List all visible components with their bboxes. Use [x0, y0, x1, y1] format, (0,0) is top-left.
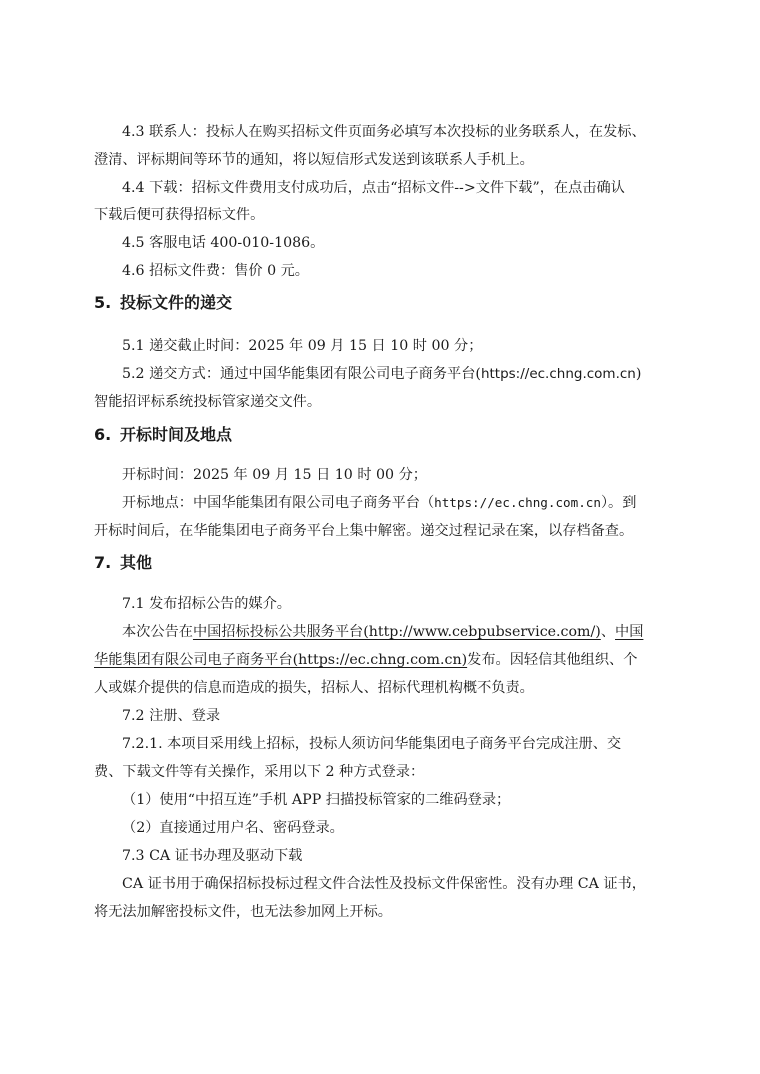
- para-4-4-line2: 下载后便可获得招标文件。: [94, 207, 265, 223]
- para-7-2-1-line1: 7.2.1. 本项目采用线上招标，投标人须访问华能集团电子商务平台完成注册、交: [122, 736, 622, 752]
- para-5-2-url: https://ec.chng.com.cn: [480, 366, 636, 382]
- para-6-place-line1: [122, 493, 702, 513]
- section-5-number: 5.: [94, 293, 112, 312]
- section-6-title: 开标时间及地点: [120, 425, 233, 444]
- para-5-2-line1: [122, 364, 702, 384]
- section-7-title: 其他: [120, 553, 153, 572]
- para-ca-line2: 将无法加解密投标文件，也无法参加网上开标。: [94, 904, 392, 920]
- para-7-3: 7.3 CA 证书办理及驱动下载: [122, 848, 303, 864]
- para-7-media-line1: [122, 622, 702, 642]
- para-7-2-1-line2: 费、下载文件等有关操作，采用以下 2 种方式登录：: [94, 764, 425, 780]
- para-7-media-prefix: 本次公告在: [122, 624, 193, 640]
- para-6-place-line2: 开标时间后，在华能集团电子商务平台上集中解密。递交过程记录在案，以存档备查。: [94, 523, 634, 539]
- para-4-5: 4.5 客服电话 400-010-1086。: [122, 235, 325, 251]
- para-6-place-url: https://ec.chng.com.cn: [434, 495, 601, 510]
- section-6-heading: [94, 424, 232, 446]
- para-7-media-line3: 人或媒介提供的信息而造成的损失，招标人、招标代理机构概不负责。: [94, 680, 534, 696]
- login-option-1: （1）使用“中招互连”手机 APP 扫描投标管家的二维码登录；: [122, 792, 511, 808]
- para-4-6: 4.6 招标文件费：售价 0 元。: [122, 263, 309, 279]
- para-5-2-line2: 智能招评标系统投标管家递交文件。: [94, 394, 322, 410]
- para-4-3-line2: 澄清、评标期间等环节的通知，将以短信形式发送到该联系人手机上。: [94, 152, 534, 168]
- login-option-2: （2）直接通过用户名、密码登录。: [122, 820, 344, 836]
- para-7-media-sep: 、: [600, 624, 616, 640]
- para-7-media-suffix: 发布。因轻信其他组织、个: [467, 652, 638, 668]
- section-7-heading: [94, 552, 152, 574]
- section-5-heading: [94, 292, 232, 314]
- para-5-2-prefix: 5.2 递交方式：通过中国华能集团有限公司电子商务平台(: [122, 366, 481, 382]
- para-6-time: 开标时间：2025 年 09 月 15 日 10 时 00 分；: [122, 467, 427, 483]
- para-6-place-prefix: 开标地点：中国华能集团有限公司电子商务平台（: [122, 495, 435, 511]
- para-6-place-suffix: ）。到: [600, 495, 637, 511]
- chng-link-part2[interactable]: 华能集团有限公司电子商务平台(https://ec.chng.com.cn): [94, 652, 468, 668]
- para-7-2: 7.2 注册、登录: [122, 708, 221, 724]
- para-5-2-suffix: ): [635, 366, 642, 382]
- para-4-3-line1: 4.3 联系人：投标人在购买招标文件页面务必填写本次投标的业务联系人，在发标、: [122, 124, 646, 140]
- chng-link-part1[interactable]: 中国: [615, 624, 644, 640]
- section-5-title: 投标文件的递交: [120, 293, 233, 312]
- section-7-number: 7.: [94, 553, 112, 572]
- para-5-1: 5.1 递交截止时间：2025 年 09 月 15 日 10 时 00 分；: [122, 338, 483, 354]
- cebpubservice-link[interactable]: 中国招标投标公共服务平台(http://www.cebpubservice.com/): [192, 624, 601, 640]
- para-4-4-line1: 4.4 下载：招标文件费用支付成功后，点击“招标文件-->文件下载”，在点击确认: [122, 180, 625, 196]
- section-6-number: 6.: [94, 425, 112, 444]
- para-ca-line1: CA 证书用于确保招标投标过程文件合法性及投标文件保密性。没有办理 CA 证书，: [122, 876, 646, 892]
- para-7-1: 7.1 发布招标公告的媒介。: [122, 596, 291, 612]
- para-7-media-line2: [94, 650, 674, 670]
